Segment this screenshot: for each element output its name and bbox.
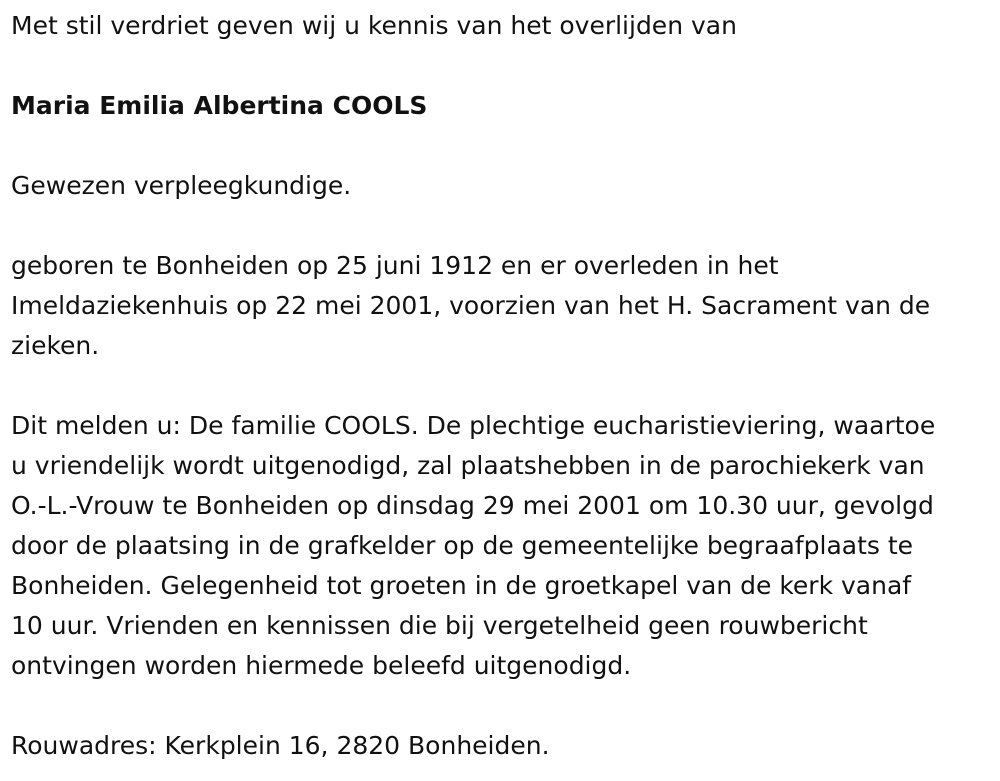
mourning-address: Rouwadres: Kerkplein 16, 2820 Bonheiden. (11, 731, 550, 760)
paragraph-line: door de plaatsing in de grafkelder op de gemeentelijke begraafplaats te (11, 531, 914, 560)
paragraph-line: u vriendelijk wordt uitgenodigd, zal plaatshebben in de parochiekerk van (11, 451, 925, 480)
deceased-name: Maria Emilia Albertina COOLS (11, 91, 428, 120)
obituary-notice (11, 6, 996, 766)
paragraph-line: 10 uur. Vrienden en kennissen die bij vergetelheid geen rouwbericht (11, 611, 868, 640)
paragraph-line: geboren te Bonheiden op 25 juni 1912 en er overleden in het (11, 251, 779, 280)
paragraph-line: O.-L.-Vrouw te Bonheiden op dinsdag 29 mei 2001 om 10.30 uur, gevolgd (11, 491, 934, 520)
intro-text: Met stil verdriet geven wij u kennis van het overlijden van (11, 11, 737, 40)
paragraph-line: ontvingen worden hiermede beleefd uitgenodigd. (11, 651, 632, 680)
ceremony-paragraph (11, 406, 996, 686)
paragraph-line: Imeldaziekenhuis op 22 mei 2001, voorzien van het H. Sacrament van de (11, 291, 931, 320)
paragraph-line: Dit melden u: De familie COOLS. De plechtige eucharistieviering, waartoe (11, 411, 936, 440)
occupation-text: Gewezen verpleegkundige. (11, 171, 352, 200)
birth-death-paragraph (11, 246, 996, 366)
paragraph-line: zieken. (11, 331, 100, 360)
paragraph-line: Bonheiden. Gelegenheid tot groeten in de groetkapel van de kerk vanaf (11, 571, 912, 600)
